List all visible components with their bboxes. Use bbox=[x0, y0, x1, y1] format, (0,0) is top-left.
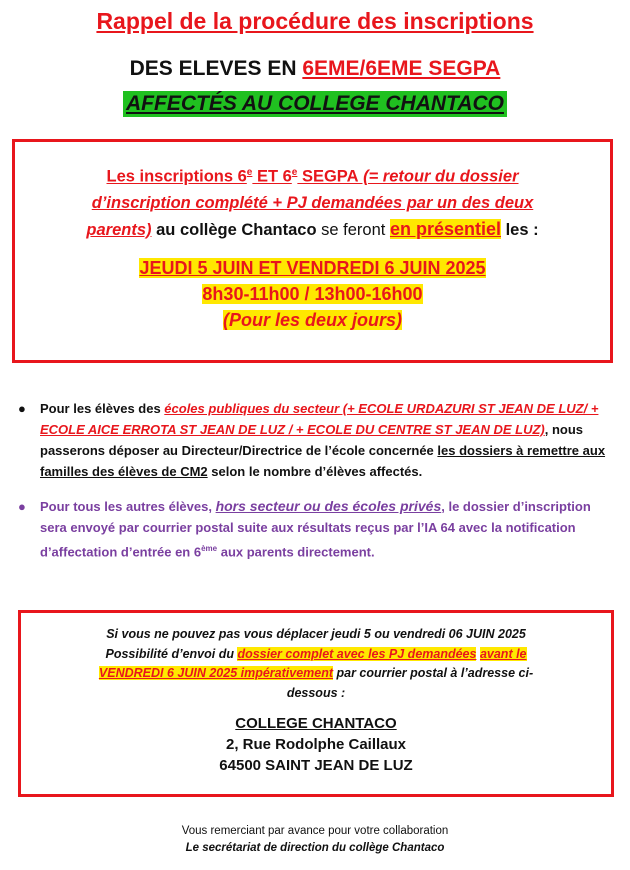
registration-box bbox=[12, 139, 613, 363]
registration-line-3 bbox=[15, 216, 610, 243]
postal-complete-file: dossier complet avec les PJ demandées bbox=[237, 646, 477, 661]
reg-in-person: en présentiel bbox=[389, 218, 501, 239]
registration-line-1 bbox=[15, 160, 610, 190]
postal-box bbox=[18, 610, 614, 797]
b1-c: , nous passerons déposer au Directeur/Directrice de l’école concernée bbox=[40, 422, 584, 458]
registration-dates bbox=[15, 255, 610, 333]
b2-sup: ème bbox=[201, 544, 218, 553]
b1-a: Pour les élèves des bbox=[40, 401, 165, 416]
postal-before: avant le bbox=[479, 646, 527, 661]
reg-l2: d’inscription complété + PJ demandées par un des deux bbox=[91, 193, 534, 212]
subtitle-level: 6EME/6EME SEGPA bbox=[302, 57, 501, 80]
footer-thanks: Vous remerciant par avance pour votre collaboration bbox=[181, 825, 449, 837]
registration-text bbox=[15, 160, 610, 243]
b1-files: les dossiers à remettre aux familles des élèves de CM2 bbox=[40, 443, 606, 479]
reg-l1d: (= retour du dossier bbox=[358, 167, 519, 186]
title-text: Rappel de la procédure des inscriptions bbox=[96, 8, 534, 34]
address-street: 2, Rue Rodolphe Caillaux bbox=[225, 736, 407, 753]
reg-l1c: SEGPA bbox=[297, 167, 359, 186]
reg-dates: JEUDI 5 JUIN ET VENDREDI 6 JUIN 2025 bbox=[139, 258, 486, 278]
reg-hours: 8h30-11h00 / 13h00-16h00 bbox=[202, 284, 423, 304]
bullet-icon: ● bbox=[18, 401, 26, 416]
postal-text bbox=[21, 625, 611, 703]
reg-l3a: parents) bbox=[86, 220, 152, 239]
postal-l3b: par courrier postal à l’adresse ci- bbox=[333, 666, 534, 680]
footer bbox=[0, 823, 630, 857]
b1-e: selon le nombre d’élèves affectés. bbox=[207, 464, 423, 479]
b1-schools: écoles publiques du secteur (+ ECOLE URDAZURI ST JEAN DE LUZ/ + ECOLE AICE ERROTA ST JEAN DE LUZ / + ECOLE DU CENTRE ST JEAN DE LUZ) bbox=[40, 401, 599, 437]
reg-l3b: au collège Chantaco bbox=[151, 220, 317, 239]
reg-l3c: se feront bbox=[316, 220, 390, 239]
subtitle bbox=[0, 57, 630, 81]
postal-deadline: VENDREDI 6 JUIN 2025 impérativement bbox=[98, 666, 334, 680]
subtitle-prefix: DES ELEVES EN bbox=[129, 57, 303, 80]
list-item-other-schools bbox=[16, 496, 616, 562]
page-title bbox=[0, 8, 630, 35]
address-city: 64500 SAINT JEAN DE LUZ bbox=[219, 757, 413, 774]
info-list bbox=[16, 398, 616, 562]
postal-address bbox=[21, 713, 611, 776]
postal-line-1: Si vous ne pouvez pas vous déplacer jeudi 5 ou vendredi 06 JUIN 2025 bbox=[106, 627, 526, 641]
postal-l2a: Possibilité d’envoi du bbox=[105, 646, 238, 661]
reg-l1b: ET 6 bbox=[252, 167, 292, 186]
b2-a: Pour tous les autres élèves, bbox=[40, 499, 216, 514]
registration-line-2 bbox=[15, 190, 610, 216]
b2-d: aux parents directement. bbox=[217, 544, 375, 560]
assigned-text: AFFECTÉS AU COLLEGE CHANTACO bbox=[123, 91, 507, 117]
reg-l3e: les : bbox=[500, 220, 539, 239]
assigned-banner bbox=[0, 91, 630, 117]
reg-sup2: e bbox=[291, 167, 298, 178]
postal-line-4: dessous : bbox=[286, 685, 346, 700]
b2-c: , le dossier d’inscription sera envoyé par courrier postal suite aux résultats reçus par l’IA 64 avec la notification d’affectation d’entrée en 6 bbox=[40, 499, 591, 560]
b2-out-of-sector: hors secteur ou des écoles privés bbox=[215, 498, 442, 514]
list-item-public-schools bbox=[16, 398, 616, 482]
reg-l1a: Les inscriptions 6 bbox=[106, 167, 247, 186]
reg-sup1: e bbox=[246, 167, 253, 178]
postal-line-2 bbox=[21, 645, 611, 665]
bullet-icon: ● bbox=[18, 499, 26, 514]
address-name: COLLEGE CHANTACO bbox=[235, 715, 397, 732]
reg-both-days: (Pour les deux jours) bbox=[222, 310, 403, 330]
postal-line-3 bbox=[21, 664, 611, 684]
footer-signature: Le secrétariat de direction du collège Chantaco bbox=[185, 842, 445, 854]
